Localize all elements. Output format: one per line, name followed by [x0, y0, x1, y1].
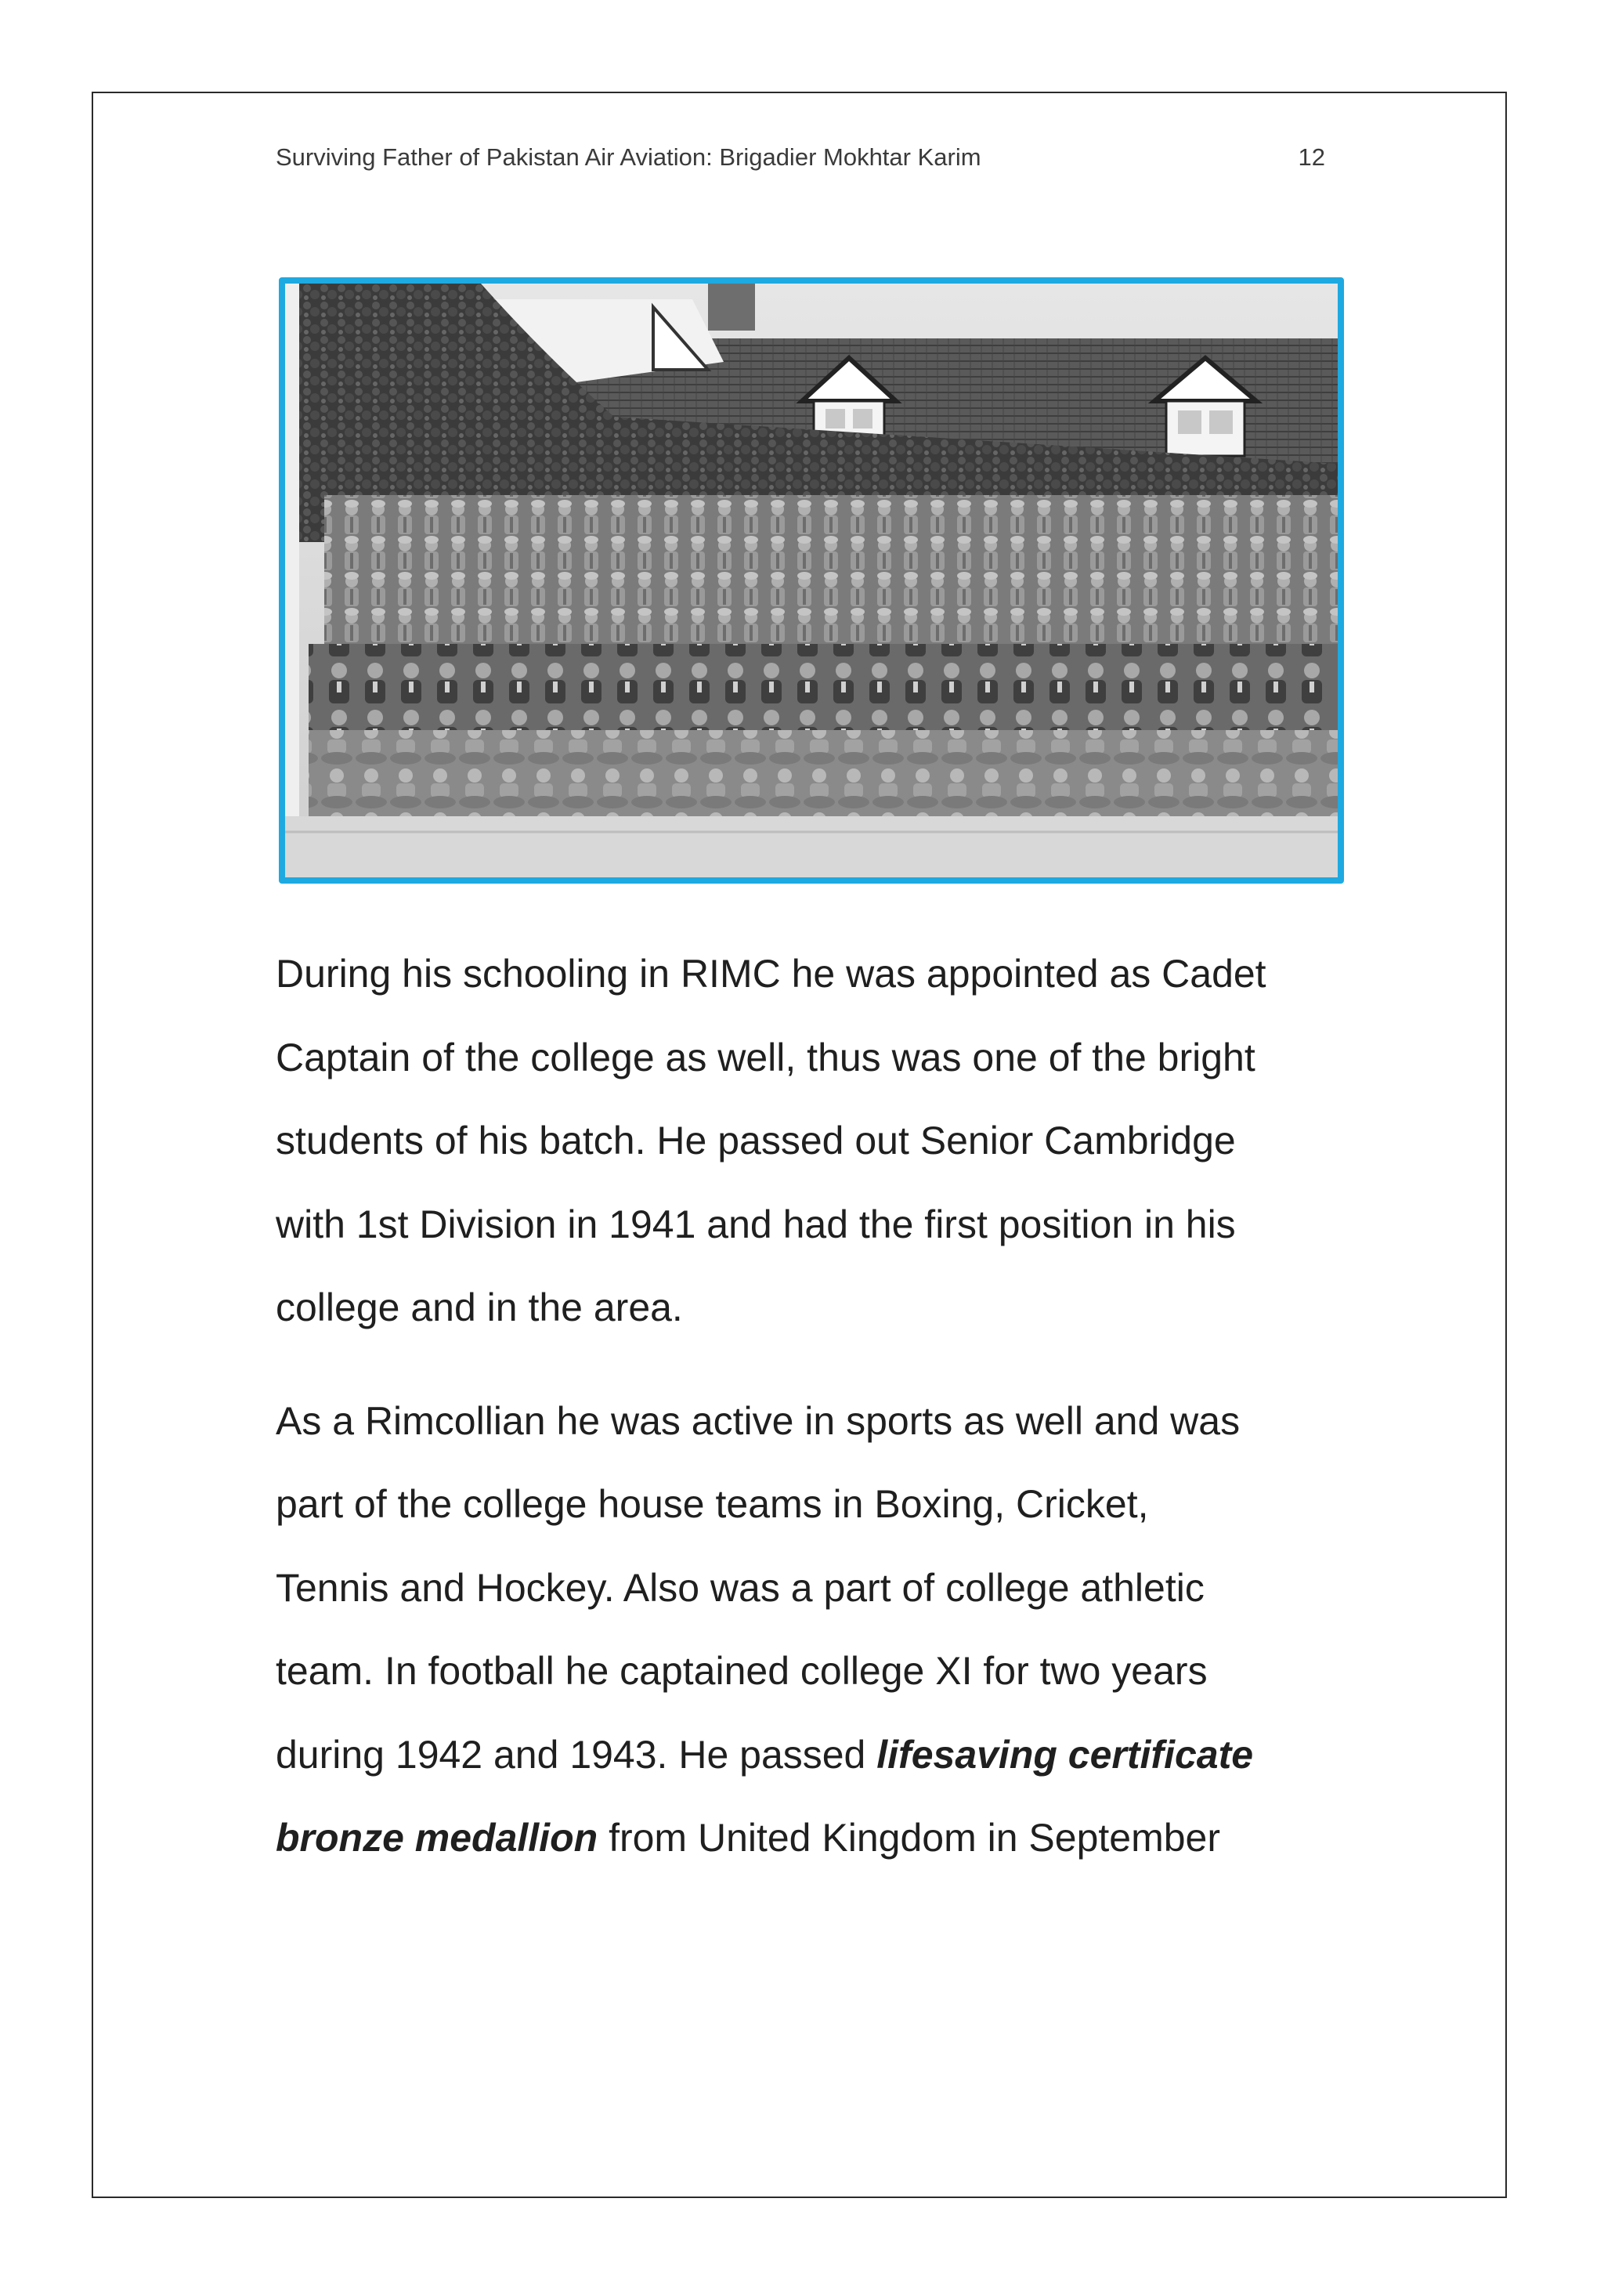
paragraph-sports	[276, 1379, 1341, 1880]
group-photo-icon	[285, 284, 1338, 877]
text-line: During his schooling in RIMC he was appointed as Cadet	[276, 952, 1266, 996]
text-line: team. In football he captained college XI for two years	[276, 1649, 1208, 1693]
running-header	[276, 143, 1325, 178]
paragraph-schooling	[276, 932, 1341, 1350]
text-line: students of his batch. He passed out Senior Cambridge	[276, 1119, 1236, 1162]
emphasized-text: bronze medallion	[276, 1816, 598, 1860]
text-line: part of the college house teams in Boxing, Cricket,	[276, 1482, 1149, 1526]
text-run: during 1942 and 1943. He passed	[276, 1732, 877, 1777]
group-photo	[279, 277, 1344, 884]
text-line	[276, 1796, 1341, 1880]
header-title: Surviving Father of Pakistan Air Aviation: Brigadier Mokhtar Karim	[276, 143, 981, 171]
text-line: college and in the area.	[276, 1285, 683, 1329]
text-line: with 1st Division in 1941 and had the first position in his	[276, 1202, 1236, 1246]
emphasized-text: lifesaving certificate	[876, 1732, 1254, 1777]
text-line: Tennis and Hockey. Also was a part of college athletic	[276, 1565, 1205, 1610]
text-line: As a Rimcollian he was active in sports as well and was	[276, 1398, 1241, 1443]
text-run: from United Kingdom in September	[598, 1816, 1220, 1860]
body-text	[276, 932, 1341, 1880]
text-line: Captain of the college as well, thus was one of the bright	[276, 1035, 1255, 1079]
page-number: 12	[1298, 143, 1325, 171]
text-line	[276, 1713, 1341, 1797]
